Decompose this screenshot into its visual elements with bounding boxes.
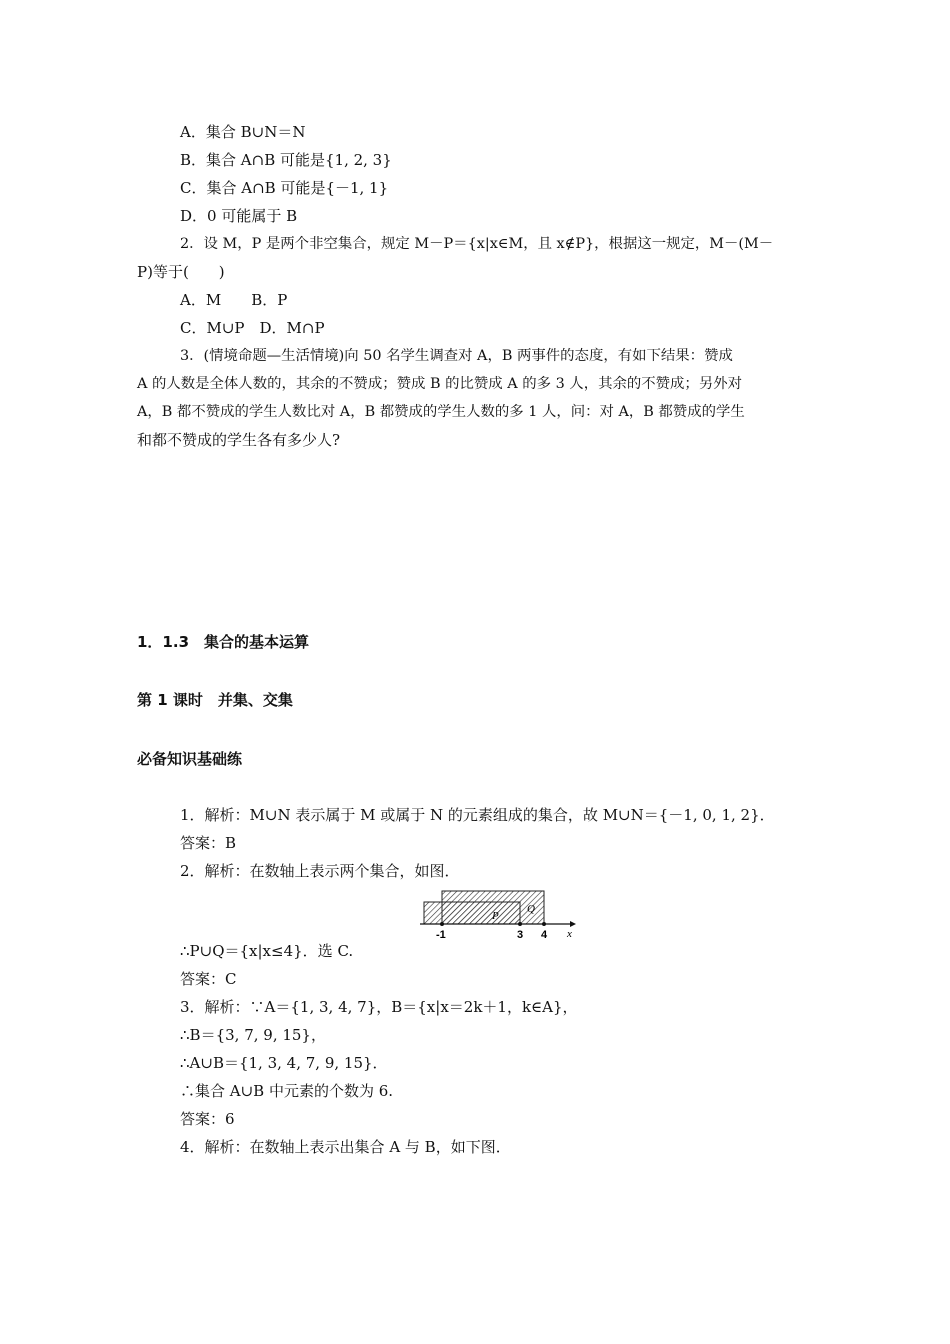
answer2-answer: 答案：C — [180, 970, 237, 988]
label-p: P — [492, 910, 499, 922]
answer1-analysis: 1．解析：M∪N 表示属于 M 或属于 N 的元素组成的集合，故 M∪N＝{－1, 0, 1, 2}． — [180, 806, 775, 824]
q2-stem-line1: 2．设 M，P 是两个非空集合，规定 M－P＝{x|x∈M，且 x∉P}，根据这一规定，M－(M－ — [180, 236, 774, 252]
q3-line3: A，B 都不赞成的学生人数比对 A，B 都赞成的学生人数的多 1 人，问：对 A，B 都赞成的学生 — [137, 404, 745, 420]
section-title: 1．1.3 集合的基本运算 — [137, 633, 310, 651]
q2-options-cd: C．M∪P D．M∩P — [180, 319, 325, 337]
q3-line4: 和都不赞成的学生各有多少人? — [137, 431, 341, 449]
answer3-analysis-line1: 3．解析：∵A＝{1, 3, 4, 7}，B＝{x|x＝2k＋1，k∈A}， — [180, 998, 578, 1016]
answer3-analysis-line3: ∴A∪B＝{1, 3, 4, 7, 9, 15}． — [180, 1054, 388, 1072]
point-4 — [542, 922, 546, 926]
point-neg1 — [440, 922, 444, 926]
q2-stem-line2: P)等于( ) — [137, 263, 225, 281]
answer3-answer: 答案：6 — [180, 1110, 235, 1128]
answer3-analysis-line2: ∴B＝{3, 7, 9, 15}， — [180, 1026, 326, 1044]
set-p-region — [424, 902, 520, 924]
tick-4: 4 — [541, 929, 548, 940]
option-c: C．集合 A∩B 可能是{－1, 1} — [180, 179, 389, 197]
answer2-analysis: 2．解析：在数轴上表示两个集合，如图． — [180, 862, 460, 880]
subsection-title: 必备知识基础练 — [137, 750, 243, 768]
q3-line2: A 的人数是全体人数的，其余的不赞成；赞成 B 的比赞成 A 的多 3 人，其余的不赞成；另外对 — [137, 376, 742, 392]
answer2-conclusion: ∴P∪Q＝{x|x≤4}．选 C. — [180, 942, 354, 960]
option-d: D．0 可能属于 B — [180, 207, 298, 225]
lesson-title: 第 1 课时 并集、交集 — [137, 691, 293, 709]
answer4-analysis: 4．解析：在数轴上表示出集合 A 与 B，如下图． — [180, 1138, 511, 1156]
answer3-analysis-line4: ∴集合 A∪B 中元素的个数为 6. — [180, 1082, 394, 1100]
label-q: Q — [527, 903, 535, 915]
q2-options-ab: A．M B．P — [180, 291, 288, 309]
tick-neg1: -1 — [436, 929, 446, 940]
option-a: A．集合 B∪N＝N — [180, 123, 306, 141]
axis-x-label: x — [567, 928, 572, 940]
answer1-answer: 答案：B — [180, 834, 237, 852]
number-line-figure — [420, 888, 580, 940]
point-3 — [518, 922, 522, 926]
option-b: B．集合 A∩B 可能是{1, 2, 3} — [180, 151, 392, 169]
axis-arrow — [570, 921, 576, 927]
tick-3: 3 — [517, 929, 524, 940]
q3-line1: 3．(情境命题—生活情境)向 50 名学生调查对 A，B 两事件的态度，有如下结果：赞成 — [180, 348, 733, 364]
